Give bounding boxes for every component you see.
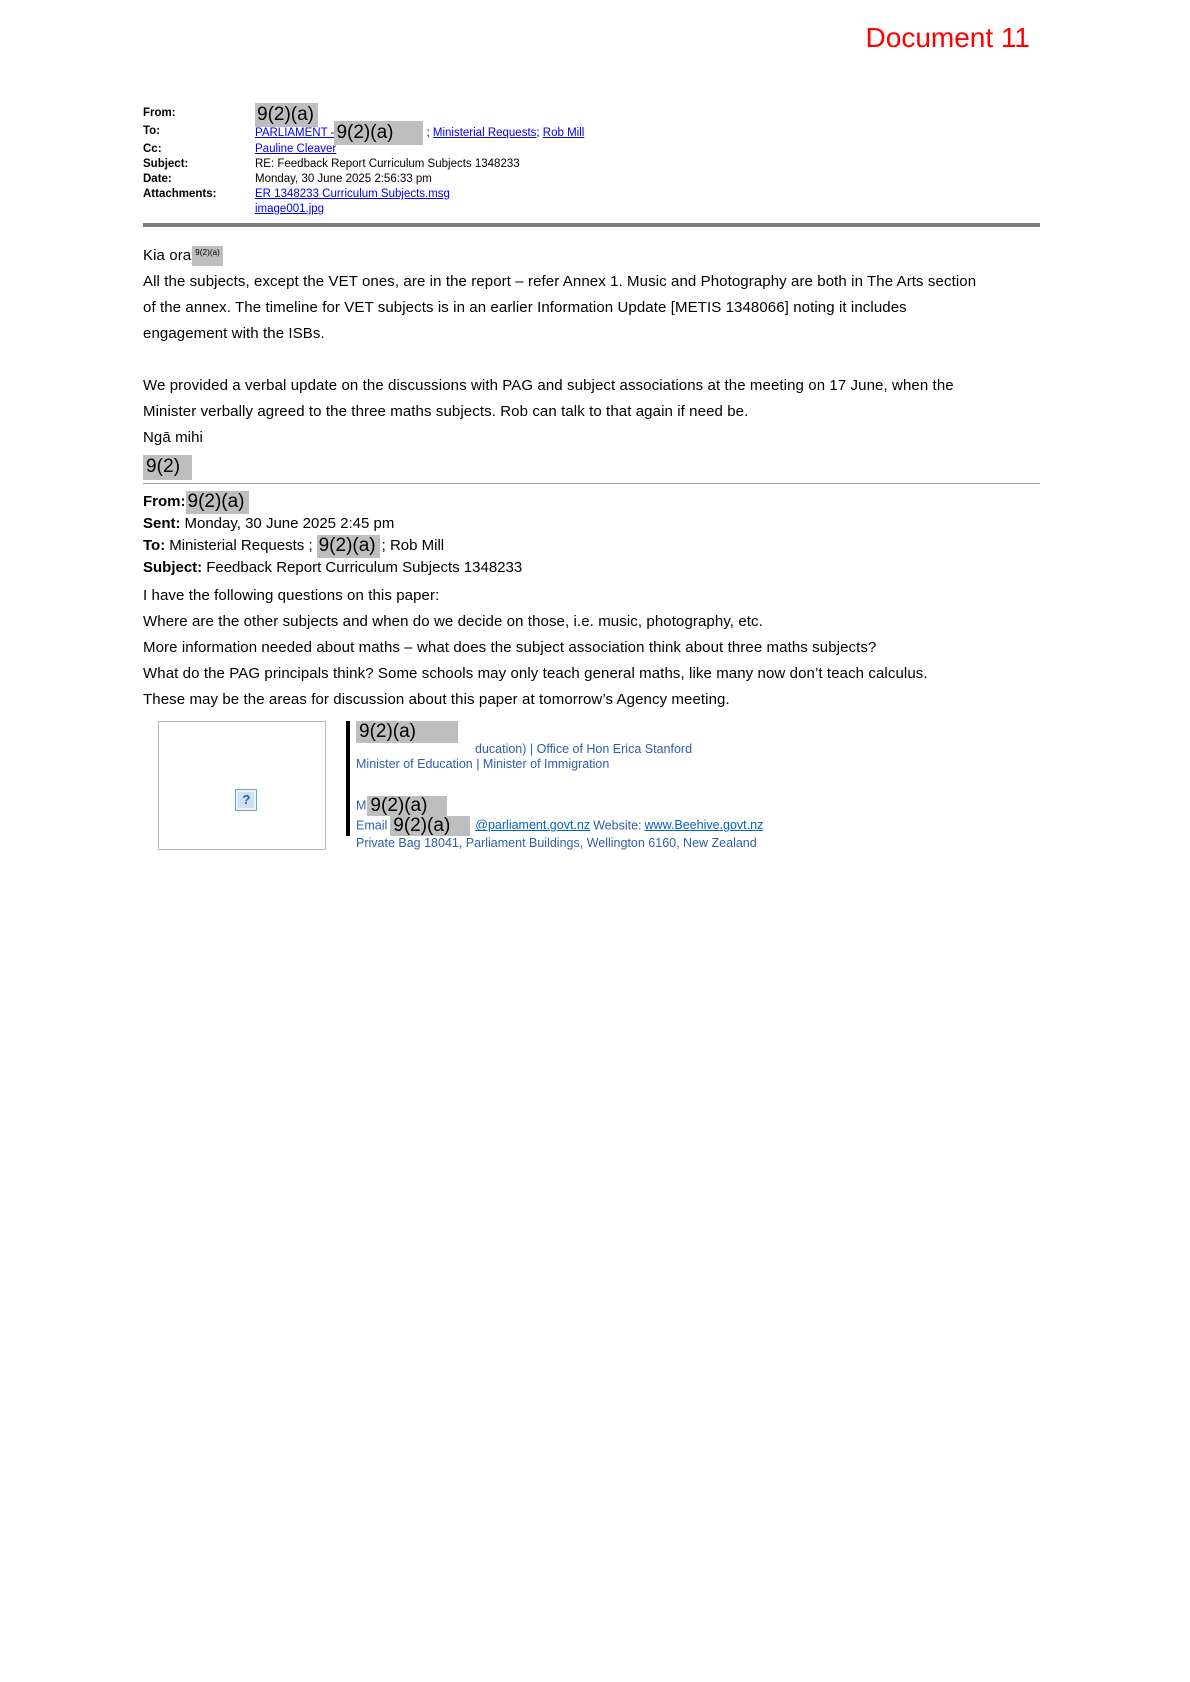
attachment-image-link[interactable]: image001.jpg: [255, 203, 325, 215]
recipient-separator: ;: [426, 127, 433, 140]
quoted-to-part1: Ministerial Requests ;: [169, 537, 313, 554]
cc-label: Cc:: [143, 143, 162, 155]
quoted-paragraph: What do the PAG principals think? Some schools may only teach general maths, like many now don’t teach calculus.: [143, 665, 928, 682]
broken-image-icon: ?: [235, 789, 257, 811]
date-value: Monday, 30 June 2025 2:56:33 pm: [255, 173, 432, 185]
header-thick-divider: [143, 223, 1040, 227]
redaction-quoted-from: 9(2)(a): [186, 491, 249, 514]
quoted-row-to: [143, 535, 1053, 557]
redaction-greeting-name: 9(2)(a): [192, 246, 223, 266]
recipient-separator: ;: [536, 127, 543, 140]
email-domain-link[interactable]: @parliament.govt.nz: [475, 818, 591, 833]
quoted-paragraph: These may be the areas for discussion about this paper at tomorrow’s Agency meeting.: [143, 691, 730, 708]
quoted-subject-label: Subject:: [143, 559, 203, 576]
header-row-to: [143, 124, 1053, 142]
signature-title-fragment: ducation) | Office of Hon Erica Stanford: [475, 742, 693, 756]
email-header: [143, 106, 1053, 217]
from-label: From:: [143, 107, 176, 119]
quoted-sent-label: Sent:: [143, 515, 181, 532]
cc-recipient-pauline-cleaver-link[interactable]: Pauline Cleaver: [255, 143, 337, 155]
quoted-to-part2: ; Rob Mill: [381, 537, 445, 554]
quoted-paragraph: I have the following questions on this paper:: [143, 587, 440, 604]
signature-name-line: [356, 721, 766, 743]
paragraph-gap: [143, 347, 988, 373]
header-row-subject: [143, 157, 1053, 172]
quoted-to-label: To:: [143, 537, 166, 554]
email-document: [143, 106, 1053, 851]
attachment-msg-link[interactable]: ER 1348233 Curriculum Subjects.msg: [255, 188, 450, 200]
signature-vertical-divider: [346, 721, 350, 836]
signature-roles: Minister of Education | Minister of Immigration: [356, 757, 610, 771]
quoted-sent-value: Monday, 30 June 2025 2:45 pm: [184, 515, 395, 532]
redaction-signature-name: 9(2)(a): [356, 721, 458, 743]
signature-block: [158, 721, 1053, 851]
subject-value: RE: Feedback Report Curriculum Subjects 1348233: [255, 158, 520, 170]
header-row-from: [143, 106, 1053, 124]
reply-paragraph-1: All the subjects, except the VET ones, are in the report – refer Annex 1. Music and Photography are both in The Arts section of the annex. The timeline for VET subjects is in an earlier Information Update [METIS 1348066] noting it includes engagement with the ISBs.: [143, 273, 977, 342]
redaction-quoted-to: 9(2)(a): [317, 535, 380, 558]
header-row-date: [143, 172, 1053, 187]
to-recipient-rob-mill-link[interactable]: Rob Mill: [542, 127, 585, 140]
to-label: To:: [143, 125, 161, 137]
reply-body: [143, 243, 988, 481]
signature-image-placeholder: [158, 721, 326, 850]
date-label: Date:: [143, 173, 172, 185]
signature-email-line: [356, 816, 766, 836]
to-recipient-parliament-link[interactable]: PARLIAMENT -: [255, 127, 335, 140]
website-label: Website:: [593, 818, 642, 833]
signoff-text: Ngā mihi: [143, 429, 203, 446]
header-row-cc: [143, 142, 1053, 157]
quoted-subject-value: Feedback Report Curriculum Subjects 1348233: [206, 559, 523, 576]
to-recipient-ministerial-requests-link[interactable]: Ministerial Requests: [432, 127, 537, 140]
quoted-email-body: [143, 583, 988, 713]
redaction-sender-name: 9(2): [143, 455, 192, 480]
redaction-to-value: 9(2)(a): [334, 121, 423, 145]
signature-text: [356, 721, 766, 851]
reply-paragraph-2: We provided a verbal update on the discussions with PAG and subject associations at the meeting on 17 June, when the Minister verbally agreed to the three maths subjects. Rob can talk to that again if need be.: [143, 377, 954, 420]
quoted-row-from: [143, 491, 1053, 513]
redaction-from-value: 9(2)(a): [255, 103, 318, 127]
greeting-line: [143, 243, 988, 269]
quoted-email-divider: [143, 483, 1040, 484]
signoff-redaction-line: [143, 455, 988, 481]
subject-label: Subject:: [143, 158, 189, 170]
quoted-from-label: From:: [143, 493, 186, 510]
document-number-label: Document 11: [865, 22, 1030, 53]
website-link[interactable]: www.Beehive.govt.nz: [644, 818, 764, 833]
greeting-text: Kia ora: [143, 247, 192, 264]
email-label: Email: [356, 818, 388, 833]
quoted-row-subject: [143, 557, 1053, 579]
redaction-mobile-number: 9(2)(a): [367, 796, 447, 816]
signature-gap: [356, 772, 766, 796]
quoted-row-sent: [143, 513, 1053, 535]
quoted-paragraph: Where are the other subjects and when do we decide on those, i.e. music, photography, etc.: [143, 613, 763, 630]
mobile-label: M: [356, 798, 367, 813]
redaction-email-address: 9(2)(a): [390, 816, 470, 836]
signature-mobile-line: [356, 796, 766, 816]
signature-address: Private Bag 18041, Parliament Buildings, Wellington 6160, New Zealand: [356, 836, 757, 850]
quoted-email-header: [143, 491, 1053, 579]
quoted-paragraph: More information needed about maths – what does the subject association think about three maths subjects?: [143, 639, 877, 656]
header-row-attachments: [143, 187, 1053, 217]
attachments-label: Attachments:: [143, 188, 217, 200]
